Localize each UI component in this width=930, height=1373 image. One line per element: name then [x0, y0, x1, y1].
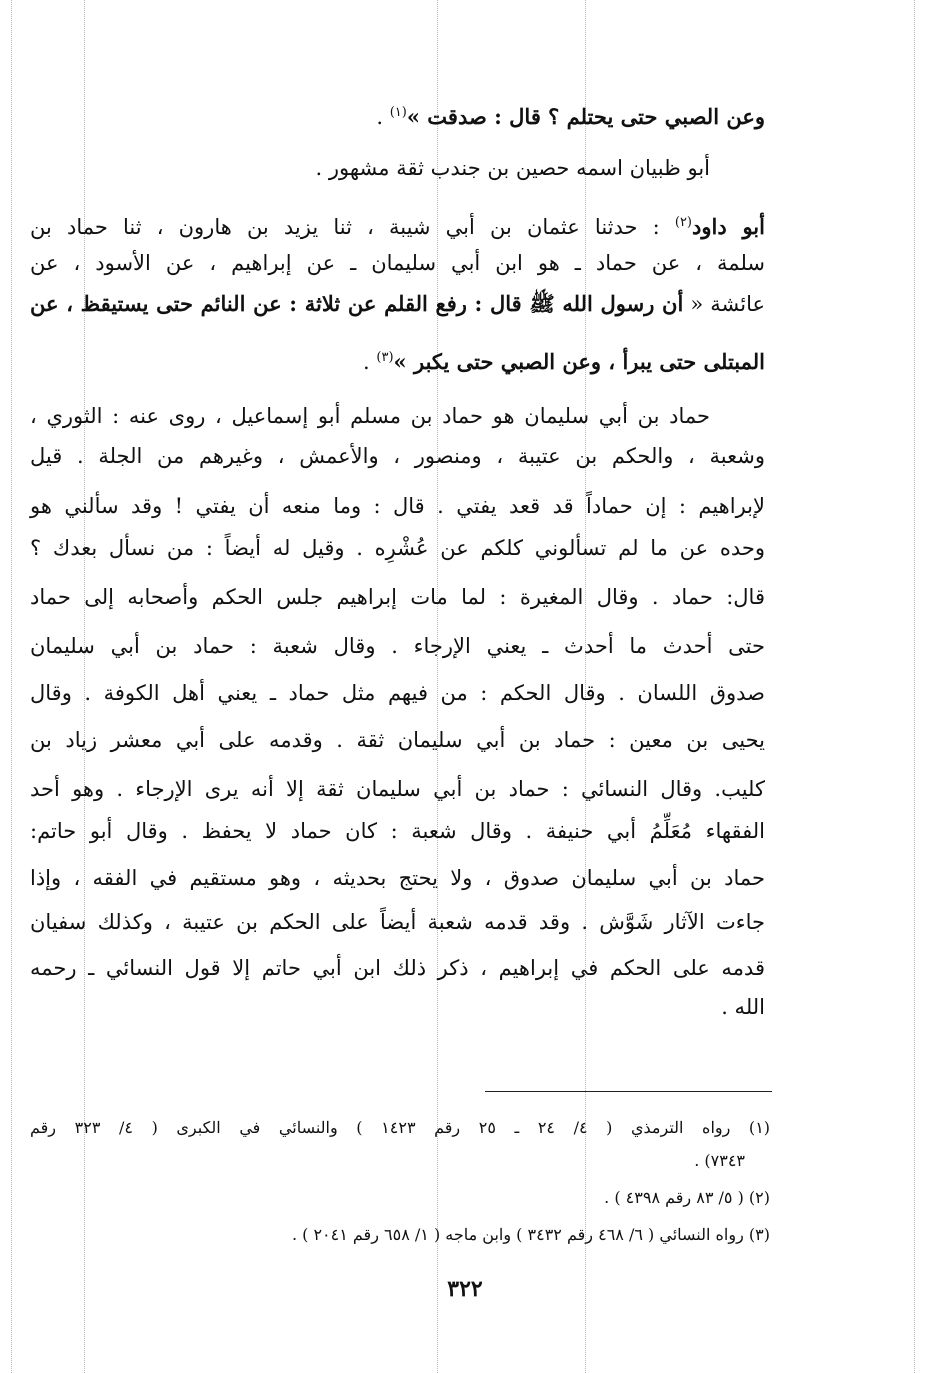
text-line [30, 343, 765, 373]
scan-guide-line [914, 0, 915, 1373]
text-line [30, 725, 765, 755]
text-line [30, 863, 765, 893]
text-line [30, 401, 710, 431]
text-run: حماد بن أبي سليمان صدوق ، ولا يحتج بحديثه ، وهو مستقيم في الفقه ، وإذا [30, 866, 765, 890]
text-line [30, 208, 765, 238]
text-line [30, 248, 765, 278]
text-line [30, 953, 765, 983]
footnote-marker: (٢) [674, 215, 692, 230]
text-line [30, 816, 765, 846]
text-line [30, 289, 765, 319]
footnote-line: (٢) ( ٥/ ٨٣ رقم ٤٣٩٨ ) . [604, 1188, 770, 1207]
text-run: . [376, 105, 390, 129]
text-line [30, 631, 765, 661]
footnote-line: (٣) رواه النسائي ( ٦/ ٤٦٨ رقم ٣٤٣٢ ) وابن ماجه ( ١/ ٦٥٨ رقم ٢٠٤١ ) . [291, 1225, 770, 1244]
text-run: حتى أحدث ما أحدث ـ يعني الإرجاء . وقال شعبة : حماد بن أبي سليمان [30, 634, 765, 658]
text-line [30, 907, 765, 937]
text-line [30, 441, 765, 471]
footnote-line: ٧٣٤٣) . [694, 1151, 745, 1170]
text-run: وشعبة ، والحكم بن عتيبة ، ومنصور ، والأعمش ، وغيرهم من الجلة . قيل [30, 444, 765, 468]
text-run: المبتلى حتى يبرأ ، وعن الصبي حتى يكبر » [393, 349, 765, 374]
text-run: الفقهاء مُعَلِّمُ أبي حنيفة . وقال شعبة : كان حماد لا يحفظ . وقال أبو حاتم: [30, 819, 765, 843]
text-line [30, 98, 765, 128]
text-run: كليب. وقال النسائي : حماد بن أبي سليمان ثقة إلا أنه يرى الإرجاء . وهو أحد [30, 777, 765, 801]
text-run: . [363, 350, 377, 374]
footnote-marker: (١) [389, 105, 407, 120]
text-line [30, 774, 765, 804]
text-line [30, 491, 765, 521]
text-run: أن رسول الله ﷺ قال : رفع القلم عن ثلاثة : عن النائم حتى يستيقظ ، عن [30, 291, 684, 316]
text-line [30, 533, 765, 563]
footnote-line: (١) رواه الترمذي ( ٤/ ٢٤ ـ ٢٥ رقم ١٤٢٣ ) والنسائي في الكبرى ( ٤/ ٣٢٣ رقم [30, 1118, 771, 1137]
text-run: أبو ظبيان اسمه حصين بن جندب ثقة مشهور . [315, 156, 710, 180]
text-line [30, 992, 765, 1022]
text-run: : حدثنا عثمان بن أبي شيبة ، ثنا يزيد بن هارون ، ثنا حماد بن [30, 215, 675, 239]
text-run: الله . [721, 995, 765, 1019]
text-run: قدمه على الحكم في إبراهيم ، ذكر ذلك ابن أبي حاتم إلا قول النسائي ـ رحمه [30, 956, 765, 980]
text-run: سلمة ، عن حماد ـ هو ابن أبي سليمان ـ عن إبراهيم ، عن الأسود ، عن [30, 251, 765, 275]
text-run: يحيى بن معين : حماد بن أبي سليمان ثقة . وقدمه على أبي معشر زياد بن [30, 728, 765, 752]
text-run: حماد بن أبي سليمان هو حماد بن مسلم أبو إسماعيل ، روى عنه : الثوري ، [30, 404, 710, 428]
text-run: قال: حماد . وقال المغيرة : لما مات إبراهيم جلس الحكم وأصحابه إلى حماد [30, 585, 765, 609]
page-number: ٣٢٢ [447, 1276, 483, 1302]
text-run: صدوق اللسان . وقال الحكم : من فيهم مثل حماد ـ يعني أهل الكوفة . وقال [30, 681, 765, 705]
text-run: أبو داود [692, 214, 765, 239]
text-run: لإبراهيم : إن حماداً قد قعد يفتي . قال : وما منعه أن يفتي ! وقد سألني هو [30, 494, 765, 518]
text-run: عائشة « [683, 292, 766, 316]
footnote-marker: (٣) [376, 350, 394, 365]
text-run: وحده عن ما لم تسألوني كلكم عن عُشْرِه . وقيل له أيضاً : من نسأل بعدك ؟ [30, 536, 765, 560]
scan-guide-line [11, 0, 12, 1373]
text-line [30, 582, 765, 612]
text-run: جاءت الآثار شَوَّش . وقد قدمه شعبة أيضاً على الحكم بن عتيبة ، وكذلك سفيان [30, 910, 765, 934]
text-run: وعن الصبي حتى يحتلم ؟ قال : صدقت » [406, 104, 765, 129]
text-line [30, 153, 710, 183]
text-line [30, 678, 765, 708]
footnote-separator [485, 1091, 772, 1092]
